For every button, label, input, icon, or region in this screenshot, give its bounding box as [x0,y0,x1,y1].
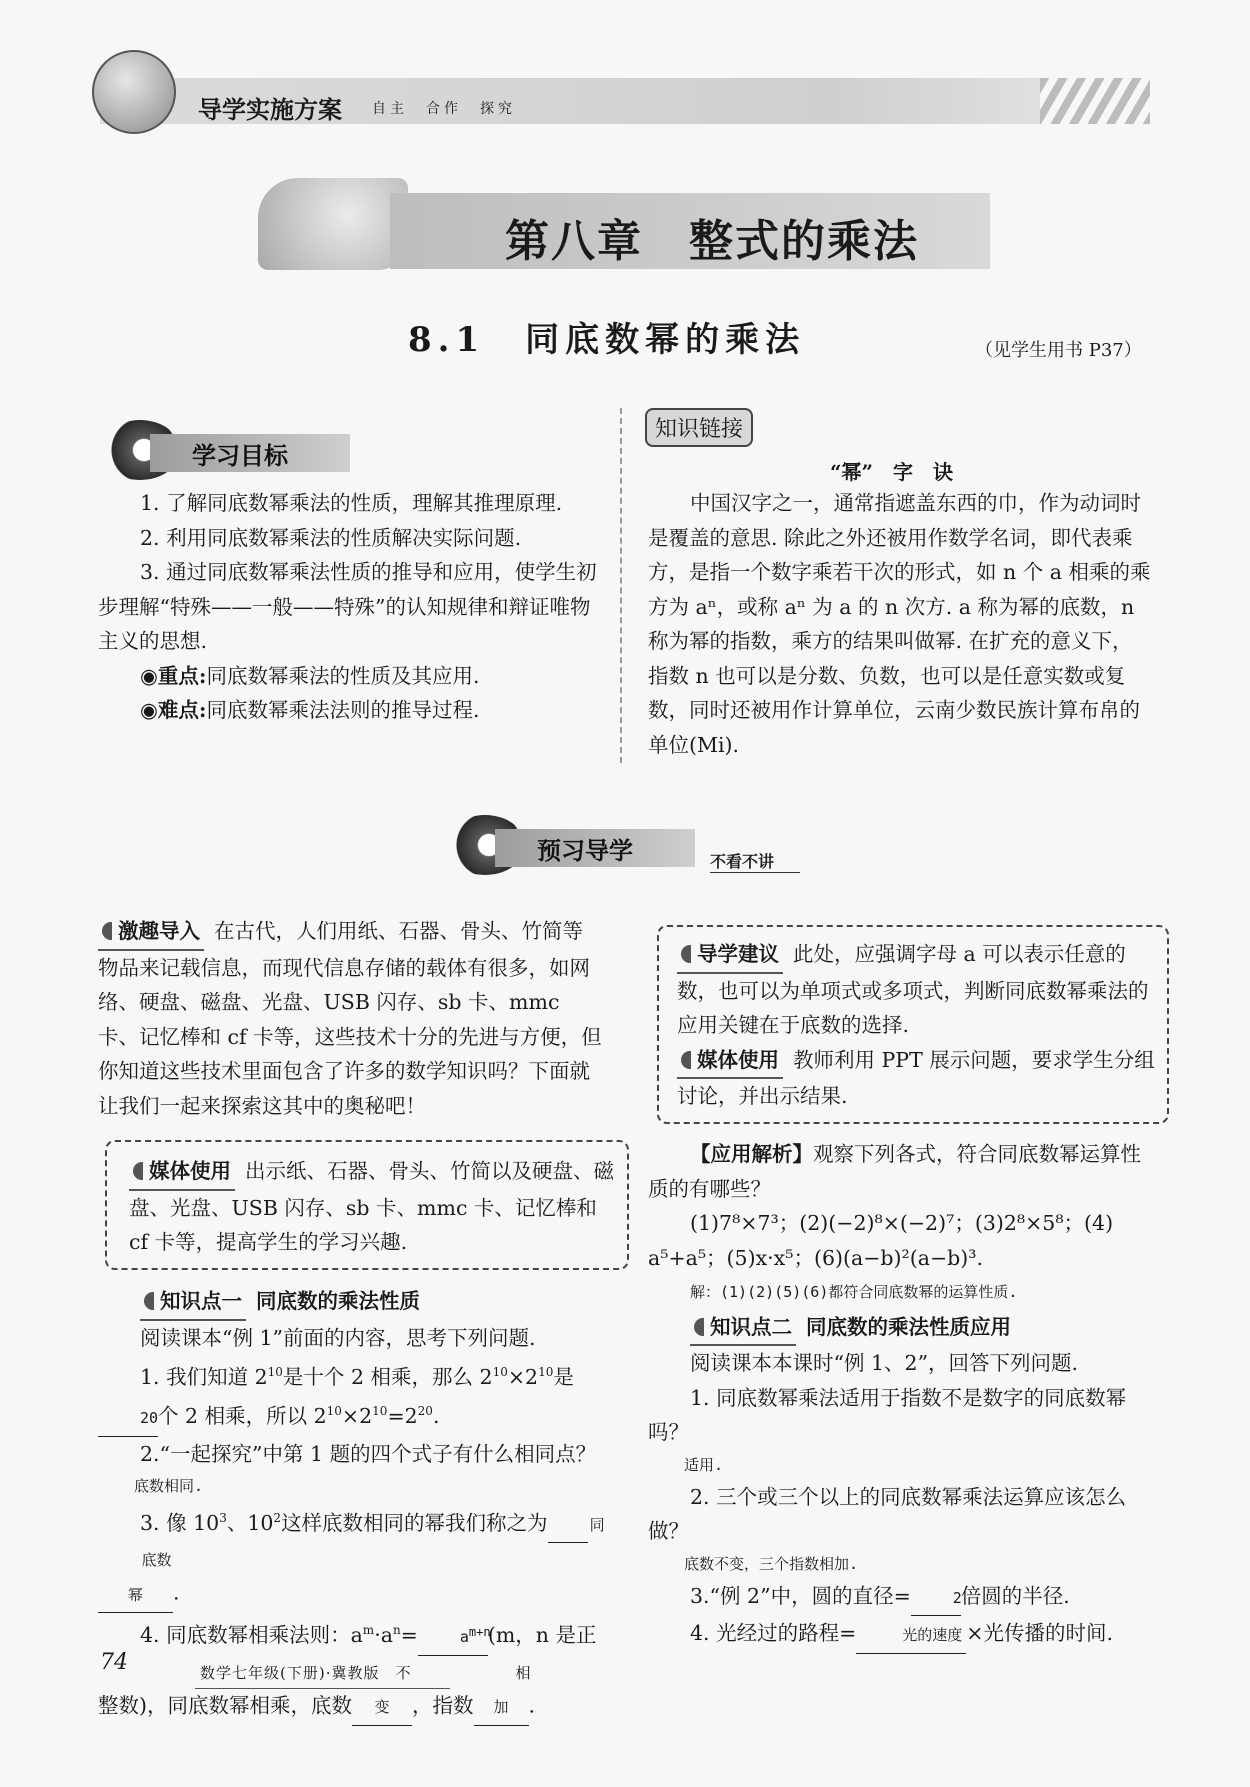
header-stripes [1040,78,1150,124]
kp1-a4a: $a^{m+n}$ [418,1615,488,1656]
section-title: 8.1 同底数幂的乘法 [408,320,806,360]
media-box-left [105,1140,629,1270]
guide-row [677,937,1157,1043]
apply-answer: 解：(1)(2)(5)(6)都符合同底数幂的运算性质. [690,1283,1018,1301]
media-text: 出示纸、石器、骨头、竹简以及硬盘、磁盘、光盘、USB 闪存、sb 卡、mmc 卡、记忆棒和 cf 卡等，提高学生的学习兴趣. [129,1159,614,1254]
goal-item: 3. 通过同底数幂乘法性质的推导和应用，使学生初步理解“特殊——一般——特殊”的认知规律和辩证唯物主义的思想. [98,560,597,653]
kp1-label: 知识点一 [140,1284,246,1321]
key-text: 同底数幂乘法的性质及其应用. [206,663,480,688]
header-title: 导学实施方案 [198,96,342,124]
key-label: ◉重点: [140,663,207,688]
header-subtitle: 自主 合作 探究 [372,101,516,117]
mascot-icon [92,50,176,134]
media-label: 媒体使用 [129,1154,235,1191]
page-number: 74 [100,1650,128,1675]
knowledge-link-title: “幂” 字 诀 [830,460,954,484]
kp2-q1: 1. 同底数幂乘法适用于指数不是数字的同底数幂吗？ [648,1385,1127,1444]
kp1-a3a: 同 [548,1508,588,1544]
hard-text: 同底数幂乘法法则的推导过程. [206,698,480,722]
kp2-intro: 阅读课本本课时“例 1、2”，回答下列问题. [690,1351,1079,1375]
guide-text: 此处，应强调字母 a 可以表示任意的数，也可以为单项式或多项式，判断同底数幂乘法的应用关键在于底数的选择. [677,942,1149,1037]
kp1-a3b: 底数幂 [98,1543,173,1613]
guide-media-row [677,1043,1157,1114]
intro-label: 激趣导入 [98,914,204,951]
goal-key [98,659,603,694]
kp2-q3: 3.“例 2”中，圆的直径= 2倍圆的半径. [648,1579,1151,1617]
goal-hard [98,693,603,728]
goals-banner-label: 学习目标 [192,442,288,470]
kp2-heading [648,1310,1151,1347]
apply-formula-2: a⁵+a⁵；(5)x·x⁵；(6)(a−b)²(a−b)³. [648,1245,983,1270]
goal-item: 1. 了解同底数幂乘法的性质，理解其推理原理. [140,491,563,515]
kp1-a2: 底数相同. [134,1477,204,1496]
kp1-a4c: 相加 [474,1656,529,1726]
guide-label: 导学建议 [677,937,783,974]
goals-list [98,486,603,728]
apply-block [648,1137,1151,1654]
hard-label: ◉难点: [140,698,207,722]
kp2-a1: 适用. [684,1455,724,1474]
kp1-a4b: 不变 [352,1656,412,1726]
goals-banner [100,420,360,476]
kp2-title: 同底数的乘法性质应用 [806,1314,1011,1339]
footer-book: 数学七年级(下册)·冀教版 [200,1664,380,1682]
knowledge-link-text: 中国汉字之一，通常指遮盖东西的巾，作为动词时是覆盖的意思. 除此之外还被用作数学名词，即代表乘方，是指一个数字乘若干次的形式，如 n 个 a 相乘的乘方为 aⁿ，或称 aⁿ 为 a 的 n 次方. a 称为幂的底数，n 称为幂的指数，乘方的结果叫做幂. 在扩充的意义下，指数 n 也可以是分数、负数，也可以是任意实数或复数，同时还被用作计算单位，云南少数民族计算布帛的单位(Mi). [648,491,1151,757]
kp1-title: 同底数的乘法性质 [256,1289,420,1313]
apply-intro [648,1137,1151,1206]
kp2-q2: 2. 三个或三个以上的同底数幂乘法运算应该怎么做？ [648,1484,1127,1543]
intro-text: 在古代，人们用纸、石器、骨头、竹简等物品来记载信息，而现代信息存储的载体有很多，如网络、硬盘、磁盘、光盘、USB 闪存、sb 卡、mmc 卡、记忆棒和 cf 卡等，这些技术十分的先进与方便，但你知道这些技术里面包含了许多的数学知识吗？下面就让我们一起来探索这其中的奥秘吧！ [98,919,602,1118]
kp1-q3: 3. 像 $10^3$、$10^2$这样底数相同的幂我们称之为 同 底数幂 . [98,1501,603,1613]
chapter-title: 第八章 整式的乘法 [505,216,919,267]
preview-banner [445,815,805,871]
preview-banner-label: 预习导学 [537,837,633,865]
apply-label: 【应用解析】 [690,1142,813,1166]
guide-box [657,925,1169,1124]
apply-text: 观察下列各式，符合同底数幂运算性质的有哪些？ [648,1142,1141,1201]
kp2-label: 知识点二 [690,1310,796,1347]
footer-line [195,1688,450,1689]
intro-block [98,914,603,1123]
kp2-a2: 底数不变，三个指数相加. [684,1554,859,1573]
kp2-a3: 2 [911,1581,961,1617]
guide-media-label: 媒体使用 [677,1043,783,1080]
kp1-a1: 20 [98,1401,158,1437]
apply-formula-1: (1)7⁸×7³；(2)(−2)⁸×(−2)⁷；(3)2⁸×5⁸；(4) [690,1211,1114,1235]
guide-media-text: 教师利用 PPT 展示问题，要求学生分组讨论，并出示结果. [677,1047,1155,1108]
kp1-heading [98,1284,603,1321]
kp1-q2: 2.“一起探究”中第 1 题的四个式子有什么相同点？ [140,1441,597,1466]
column-divider [620,408,622,763]
chapter-image-icon [258,178,408,270]
kp1-block [98,1284,603,1726]
kp1-q4: 4. 同底数幂相乘法则：$a^m\cdot a^n= a^{m+n}(m$，n 是正整数)，同底数幂相乘，底数不变 ，指数相加 . [98,1613,603,1725]
kp2-q4: 4. 光经过的路程= 光的速度 ×光传播的时间. [648,1616,1151,1654]
knowledge-link-label: 知识链接 [645,408,753,447]
section-ref: （见学生用书 P37） [975,340,1142,361]
kp1-intro: 阅读课本“例 1”前面的内容，思考下列问题. [140,1325,536,1350]
preview-banner-note: 不看不讲 [710,849,800,873]
kp2-a4: 光的速度 [856,1618,966,1654]
goal-item: 2. 利用同底数幂乘法的性质解决实际问题. [140,525,522,550]
kp1-q1: 1. 我们知道 $2^{10}$是十个 2 相乘，那么 $2^{10}\times 2^{10}$是 20个 2 相乘，所以 $2^{10}\times 2^{10}=2^{20}$. [98,1355,603,1437]
